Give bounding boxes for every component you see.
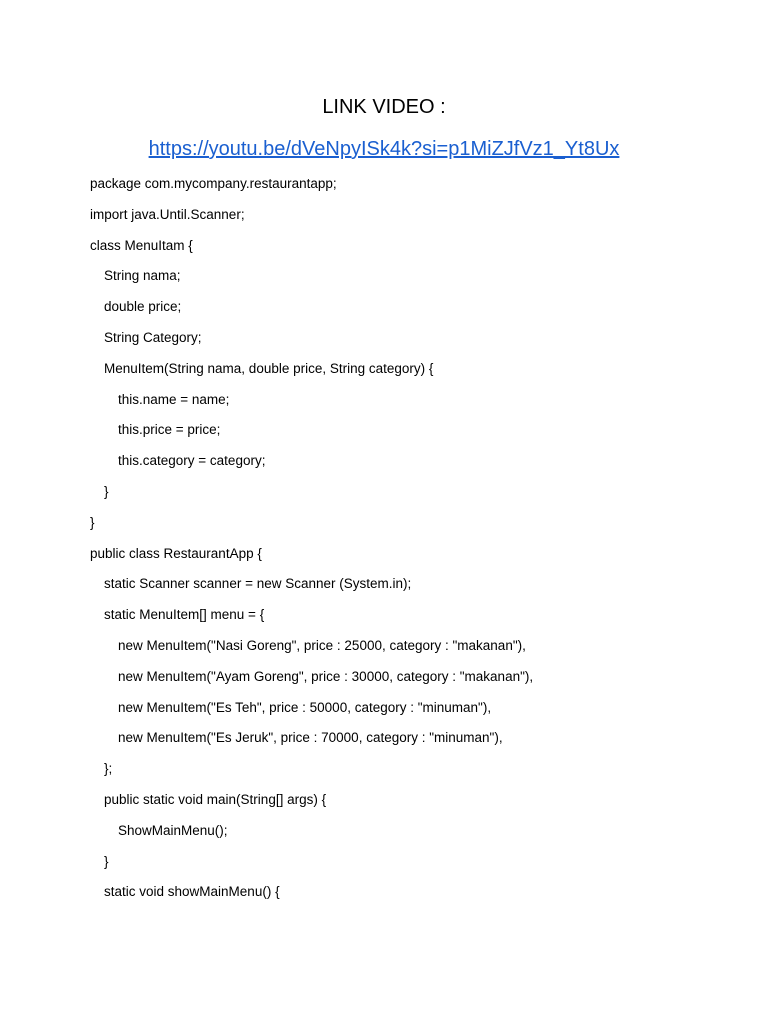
code-block — [90, 174, 730, 913]
code-line: new MenuItem("Nasi Goreng", price : 25000, category : "makanan"), — [118, 637, 526, 653]
code-line: this.category = category; — [118, 453, 266, 469]
code-line: public static void main(String[] args) { — [104, 791, 327, 807]
page-heading: LINK VIDEO : — [322, 96, 446, 118]
code-line: new MenuItem("Es Jeruk", price : 70000, category : "minuman"), — [118, 730, 503, 746]
code-line: public class RestaurantApp { — [90, 545, 262, 561]
code-line: static Scanner scanner = new Scanner (System.in); — [104, 576, 412, 592]
code-line: this.price = price; — [118, 422, 221, 438]
code-line: String Category; — [104, 329, 202, 345]
code-line: } — [90, 514, 95, 530]
code-line: import java.Until.Scanner; — [90, 206, 245, 222]
code-line: String nama; — [104, 268, 181, 284]
code-line: package com.mycompany.restaurantapp; — [90, 176, 337, 191]
code-line: }; — [104, 761, 113, 777]
code-line: double price; — [104, 299, 182, 315]
code-line: new MenuItem("Es Teh", price : 50000, category : "minuman"), — [118, 699, 492, 715]
code-line: MenuItem(String nama, double price, String category) { — [104, 360, 434, 376]
code-line: static void showMainMenu() { — [104, 884, 280, 900]
video-link[interactable]: https://youtu.be/dVeNpyISk4k?si=p1MiZJfVz1_Yt8Ux — [148, 138, 620, 160]
code-line: static MenuItem[] menu = { — [104, 607, 265, 623]
code-line: } — [104, 483, 109, 499]
code-line: class MenuItam { — [90, 237, 193, 253]
code-line: } — [104, 853, 109, 869]
code-line: ShowMainMenu(); — [118, 822, 228, 838]
code-line: this.name = name; — [118, 391, 230, 407]
code-line: new MenuItem("Ayam Goreng", price : 30000, category : "makanan"), — [118, 668, 534, 684]
